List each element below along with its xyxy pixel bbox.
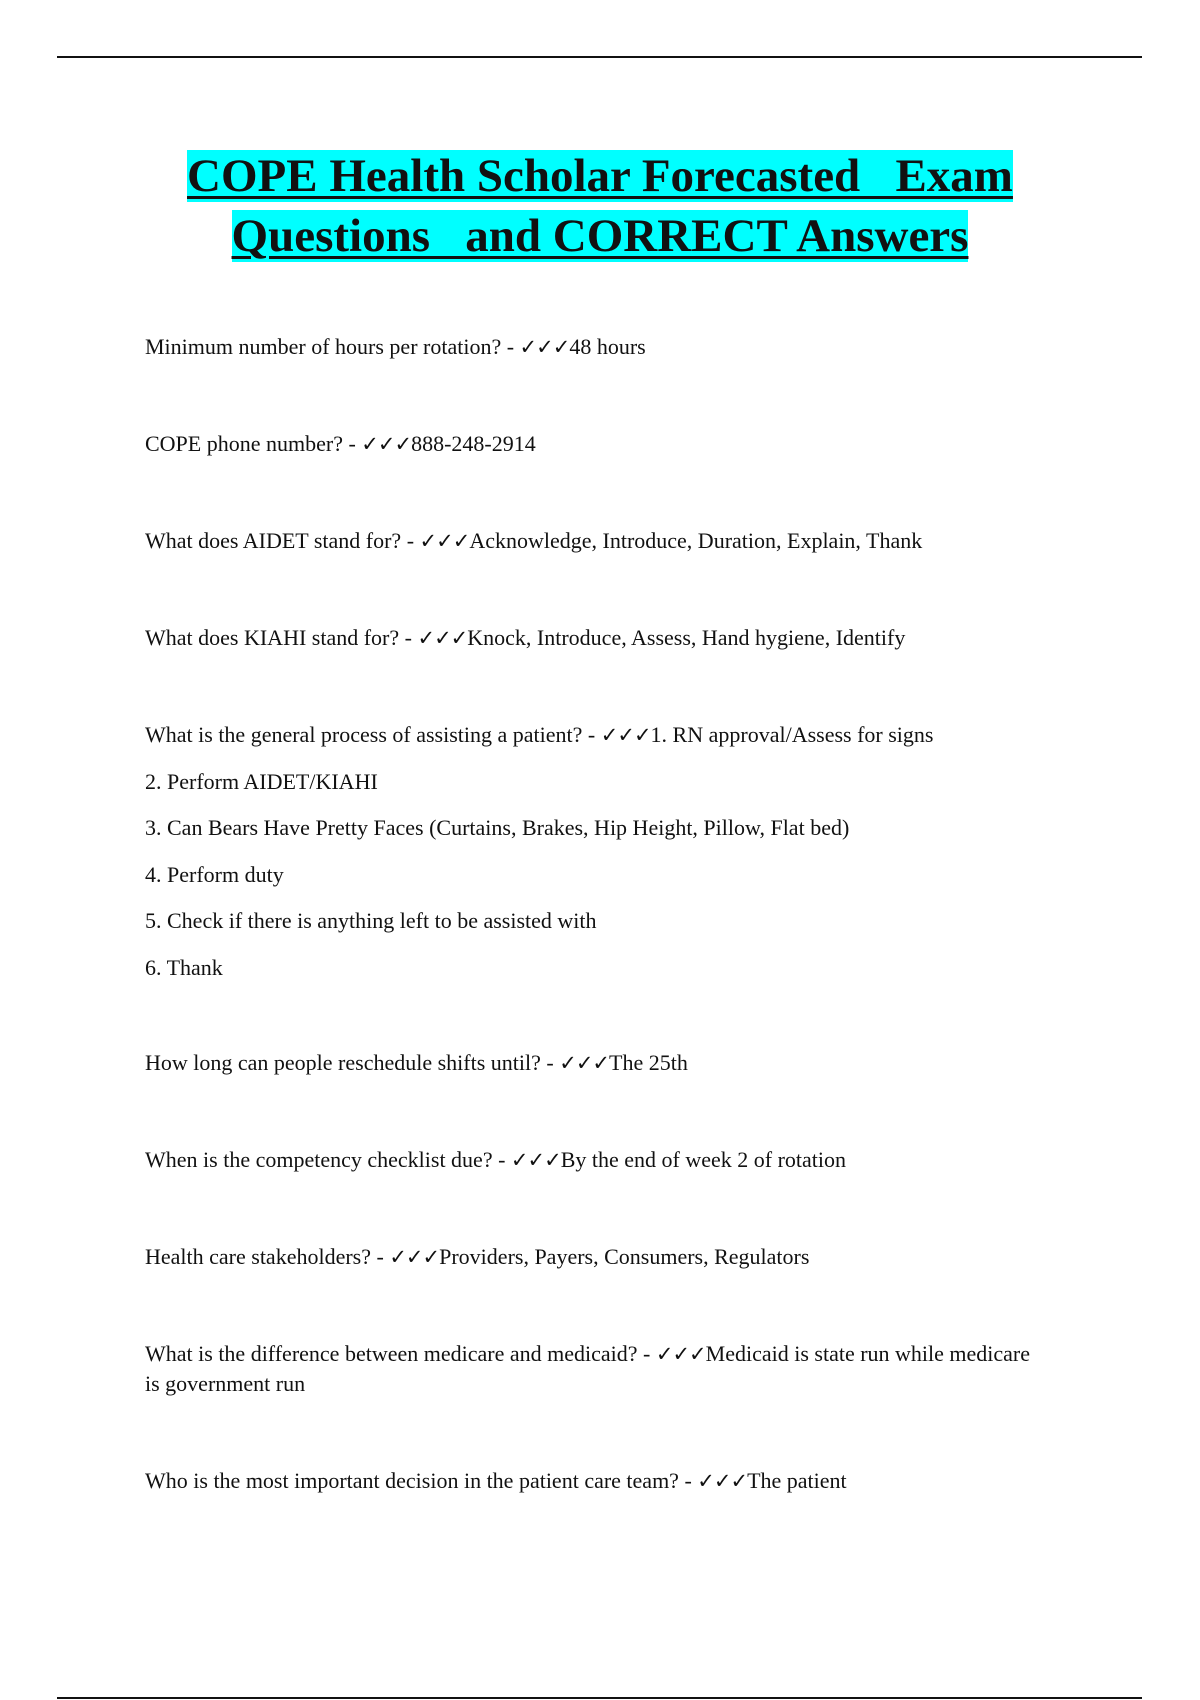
checkmark-icon: ✓✓✓: [697, 1469, 748, 1493]
separator: -: [399, 625, 418, 650]
checkmark-icon: ✓✓✓: [417, 626, 468, 650]
separator: -: [582, 722, 601, 747]
question-text: What is the difference between medicare and medicaid?: [145, 1341, 638, 1366]
separator: -: [371, 1244, 390, 1269]
answer-text: The patient: [747, 1468, 847, 1493]
answer-text: 48 hours: [569, 334, 646, 359]
qa-item: [145, 1048, 1045, 1078]
process-step: 3. Can Bears Have Pretty Faces (Curtains, Brakes, Hip Height, Pillow, Flat bed): [145, 815, 850, 840]
question-text: When is the competency checklist due?: [145, 1147, 493, 1172]
answer-text: Knock, Introduce, Assess, Hand hygiene, Identify: [467, 625, 906, 650]
process-step: 5. Check if there is anything left to be assisted with: [145, 908, 597, 933]
separator: -: [492, 1147, 511, 1172]
qa-item: [145, 429, 1045, 459]
question-text: Health care stakeholders?: [145, 1244, 371, 1269]
process-step: 2. Perform AIDET/KIAHI: [145, 769, 378, 794]
checkmark-icon: ✓✓✓: [389, 1245, 440, 1269]
checkmark-icon: ✓✓✓: [361, 432, 412, 456]
separator: -: [342, 431, 362, 456]
title-line-1: COPE Health Scholar Forecasted Exam: [187, 150, 1013, 202]
answer-text: 888-248-2914: [411, 431, 536, 456]
qa-item: [145, 623, 1045, 653]
answer-text: Medicaid is state run while medicare is government run: [145, 1341, 1031, 1396]
separator: -: [540, 1050, 560, 1075]
question-text: Minimum number of hours per rotation?: [145, 334, 502, 359]
qa-item: [145, 1242, 1045, 1272]
title-line-2: Questions and CORRECT Answers: [231, 210, 969, 262]
question-text: What does KIAHI stand for?: [145, 625, 400, 650]
checkmark-icon: ✓✓✓: [559, 1051, 610, 1075]
checkmark-icon: ✓✓✓: [419, 529, 470, 553]
separator: -: [501, 334, 520, 359]
question-text: What does AIDET stand for?: [145, 528, 402, 553]
process-step: 4. Perform duty: [145, 862, 284, 887]
top-rule: [57, 56, 1142, 58]
separator: -: [637, 1341, 656, 1366]
answer-text: 1. RN approval/Assess for signs: [650, 722, 934, 747]
separator: -: [678, 1468, 698, 1493]
document-title: [0, 146, 1200, 266]
question-text: COPE phone number?: [145, 431, 343, 456]
bottom-rule: [57, 1697, 1142, 1699]
qa-item: [145, 1145, 1045, 1175]
checkmark-icon: ✓✓✓: [519, 335, 570, 359]
answer-text: By the end of week 2 of rotation: [560, 1147, 847, 1172]
answer-text: Providers, Payers, Consumers, Regulators: [439, 1244, 810, 1269]
answer-text: The 25th: [609, 1050, 688, 1075]
checkmark-icon: ✓✓✓: [655, 1342, 706, 1366]
qa-item: [145, 720, 1045, 750]
qa-item: [145, 526, 1045, 556]
qa-item: [145, 332, 1045, 362]
qa-item: [145, 1466, 1045, 1496]
checkmark-icon: ✓✓✓: [510, 1148, 561, 1172]
question-text: How long can people reschedule shifts until?: [145, 1050, 541, 1075]
checkmark-icon: ✓✓✓: [600, 723, 651, 747]
answer-text: Acknowledge, Introduce, Duration, Explain, Thank: [469, 528, 923, 553]
qa-item: [145, 1339, 1045, 1399]
question-text: Who is the most important decision in the patient care team?: [145, 1468, 679, 1493]
separator: -: [401, 528, 420, 553]
process-step: 6. Thank: [145, 955, 223, 980]
question-text: What is the general process of assisting a patient?: [145, 722, 583, 747]
